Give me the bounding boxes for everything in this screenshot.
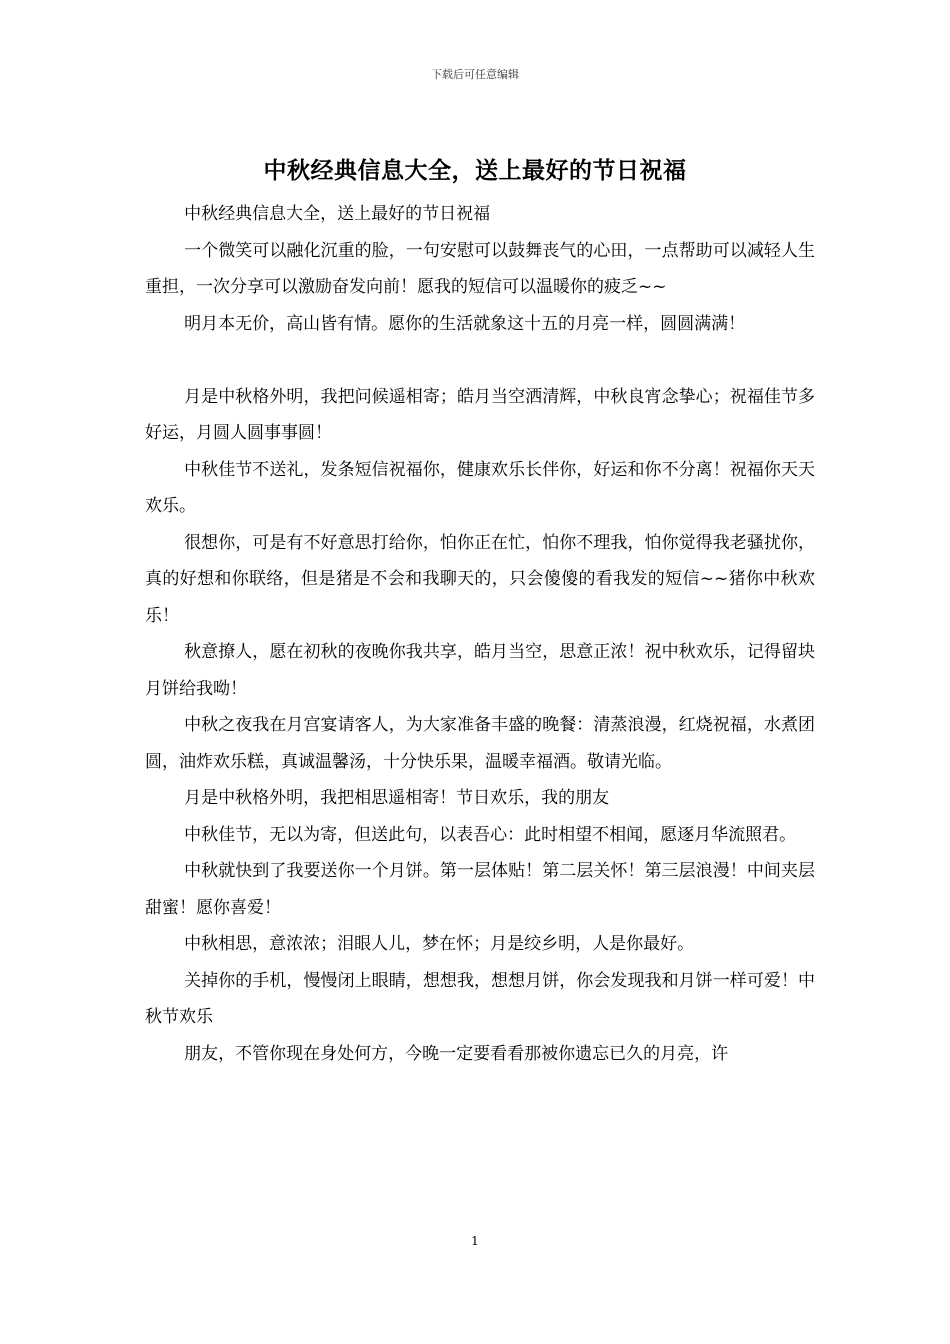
document-body [145,196,815,1072]
paragraph: 很想你，可是有不好意思打给你，怕你正在忙，怕你不理我，怕你觉得我老骚扰你，真的好想和你联络，但是猪是不会和我聊天的，只会傻傻的看我发的短信~~猪你中秋欢乐！ [145,532,815,626]
paragraph: 秋意撩人，愿在初秋的夜晚你我共享，皓月当空，思意正浓！祝中秋欢乐，记得留块月饼给我呦！ [145,642,815,699]
paragraph: 中秋经典信息大全，送上最好的节日祝福 [184,204,491,224]
paragraph: 关掉你的手机，慢慢闭上眼睛，想想我，想想月饼，你会发现我和月饼一样可爱！中秋节欢乐 [145,970,815,1027]
paragraph: 月是中秋格外明，我把问候遥相寄；皓月当空洒清辉，中秋良宵念挚心；祝福佳节多好运，月圆人圆事事圆！ [145,386,815,443]
paragraph: 中秋佳节不送礼，发条短信祝福你，健康欢乐长伴你，好运和你不分离！祝福你天天欢乐。 [145,459,815,516]
paragraph: 朋友，不管你现在身处何方，今晚一定要看看那被你遗忘已久的月亮，许 [184,1043,729,1064]
paragraph: 月是中秋格外明，我把相思遥相寄！节日欢乐，我的朋友 [184,788,610,808]
paragraph: 中秋就快到了我要送你一个月饼。第一层体贴！第二层关怀！第三层浪漫！中间夹层甜蜜！愿你喜爱！ [145,861,815,918]
page-header: 下载后可任意编辑 [431,68,519,81]
blank-paragraph [145,342,815,379]
paragraph: 中秋佳节，无以为寄，但送此句，以表吾心：此时相望不相闻，愿逐月华流照君。 [184,824,797,845]
page-number: 1 [471,1234,479,1248]
paragraph: 中秋之夜我在月宫宴请客人，为大家准备丰盛的晚餐：清蒸浪漫，红烧祝福，水煮团圆，油炸欢乐糕，真诚温馨汤，十分快乐果，温暖幸福酒。敬请光临。 [145,715,815,772]
paragraph: 一个微笑可以融化沉重的脸，一句安慰可以鼓舞丧气的心田，一点帮助可以减轻人生重担，一次分享可以激励奋发向前！愿我的短信可以温暖你的疲乏~~ [145,240,815,297]
paragraph: 明月本无价，高山皆有情。愿你的生活就象这十五的月亮一样，圆圆满满！ [184,313,746,334]
paragraph: 中秋相思，意浓浓；泪眼人儿，梦在怀；月是绞乡明，人是你最好。 [184,934,695,954]
document-title: 中秋经典信息大全，送上最好的节日祝福 [263,157,687,184]
